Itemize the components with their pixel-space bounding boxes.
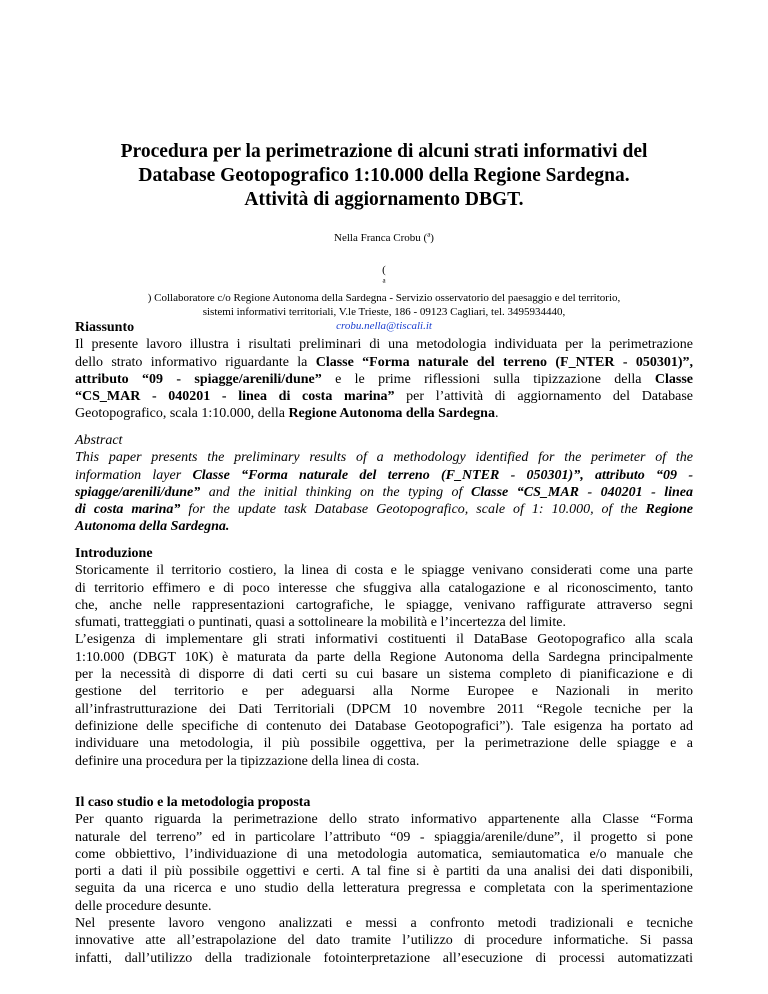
author-mark: a: [427, 230, 431, 239]
paragraph-line: seguita da una ricerca e uno studio della letteratura pregressa e completata con la sperimentazione: [75, 881, 693, 897]
paper-title: [90, 140, 678, 212]
introduzione-heading: Introduzione: [75, 546, 153, 561]
paragraph-line: infatti, dall’utilizzo della tradizionale fotointerpretazione all’esecuzione di processi automatizzati: [75, 950, 693, 966]
paragraph-line: L’esigenza di implementare gli strati informativi costituenti il DataBase Geotopografico alla scala: [75, 632, 693, 648]
author-email-link[interactable]: crobu.nella@tiscali.it: [336, 320, 432, 332]
paragraph-line: all’infrastrutturazione dei Dati Territoriali (DPCM 10 novembre 2011 “Regole tecniche per la: [75, 701, 693, 717]
paragraph-line: gestione del territorio e per adeguarsi alla Norme Europee e Nazionali in merito: [75, 684, 693, 700]
riassunto-line: Il presente lavoro illustra i risultati preliminari di una metodologia individuata per la perimetrazione: [75, 337, 693, 353]
introduzione-section: [75, 545, 693, 770]
riassunto-line: “CS_MAR - 040201 - linea di costa marina” per l’attività di aggiornamento del Database: [75, 389, 693, 405]
abstract-line: This paper presents the preliminary results of a methodology identified for the perimeter of the: [75, 450, 693, 466]
paragraph-line: per la necessità di disporre di dati certi su cui basare un sistema completo di pianificazione e di: [75, 667, 693, 683]
abstract-line: spiagge/arenili/dune” and the initial thinking on the typing of Classe “CS_MAR - 040201 - linea: [75, 484, 693, 500]
author-name: Nella Franca Crobu (: [334, 232, 428, 244]
paragraph-line: delle procedure desunte.: [75, 898, 212, 914]
paragraph-line: individuare una metodologia, il più possibile oggettiva, per la perimetrazione delle spiagge e a: [75, 736, 693, 752]
paragraph-line: Storicamente il territorio costiero, la linea di costa e le spiagge venivano considerati come una parte: [75, 563, 693, 579]
paragraph-line: sfumati, tratteggiati o puntinati, quasi a sottolineare la mobilità e l’incertezza del limite.: [75, 615, 567, 631]
abstract-heading: Abstract: [75, 433, 123, 448]
paragraph-line: Nel presente lavoro vengono analizzati e messi a confronto metodi tradizionali e tecniche: [75, 916, 693, 932]
paragraph-line: innovative atte all’estrapolazione del dato tramite l’utilizzo di procedure informatiche. Si passa: [75, 933, 693, 949]
abstract-line: Autonoma della Sardegna.: [75, 519, 230, 535]
abstract-line: di costa marina” for the update task Database Geotopografico, scale of 1: 10.000, of the Regione: [75, 502, 693, 518]
riassunto-section: [75, 319, 693, 423]
paragraph-line: definizione delle specifiche di contenuto dei Database Geotopografici”). Tale esigenza ha portato ad: [75, 718, 693, 734]
author-line: [0, 232, 768, 244]
riassunto-line: attributo “09 - spiagge/arenili/dune” e le prime riflessioni sulla tipizzazione della Classe: [75, 371, 693, 387]
caso-studio-section: [75, 794, 693, 967]
riassunto-line: Geotopografico, scala 1:10.000, della Regione Autonoma della Sardegna.: [75, 406, 499, 422]
abstract-section: [75, 432, 693, 536]
affiliation-line-2: sistemi informativi territoriali, V.le Trieste, 186 - 09123 Cagliari, tel. 3495934440, crobu.nella@tiscali.it: [80, 305, 688, 333]
paragraph-line: che, anche nelle rappresentazioni cartografiche, le spiagge, venivano raffigurate attraverso segni: [75, 597, 693, 613]
paragraph-line: definire una procedura per la tipizzazione della linea di costa.: [75, 753, 420, 769]
caso-studio-heading: Il caso studio e la metodologia proposta: [75, 795, 311, 810]
riassunto-heading: Riassunto: [75, 320, 135, 335]
author-close: ): [430, 232, 434, 244]
abstract-line: information layer Classe “Forma naturale del terreno (F_NTER - 050301)”, attributo “09 -: [75, 467, 694, 483]
paragraph-line: naturale del terreno” ed in particolare l’attributo “09 - spiaggia/arenile/dune”, il progetto si pone: [75, 829, 693, 845]
paragraph-line: porti a dati il più possibile oggettivi e certi. A tal fine si è partiti da una analisi dei dati disponibili,: [75, 864, 693, 880]
title-line-2: Database Geotopografico 1:10.000 della Regione Sardegna.: [138, 165, 630, 186]
paragraph-line: Per quanto riguarda la perimetrazione dello strato informativo appartenente alla Classe “Forma: [75, 812, 693, 828]
paragraph-line: di territorio effimero e di poco interesse che sfuggiva alla catalogazione e al riconoscimento, tanto: [75, 580, 693, 596]
affiliation-line-1: ( $^a$ ) Collaboratore c/o Regione Autonoma della Sardegna - Servizio osservatorio del paesaggio e del territorio,: [147, 264, 621, 304]
title-line-3: Attività di aggiornamento DBGT.: [244, 189, 524, 210]
paragraph-line: 1:10.000 (DBGT 10K) è maturata da parte della Regione Autonoma della Sardegna principalmente: [75, 649, 693, 665]
riassunto-line: dello strato informativo riguardante la Classe “Forma naturale del terreno (F_NTER - 050301)”,: [75, 354, 693, 370]
paragraph-line: come obbiettivo, l’individuazione di una metodologia automatica, semiautomatica e/o manuale che: [75, 846, 693, 862]
title-line-1: Procedura per la perimetrazione di alcuni strati informativi del: [120, 141, 648, 162]
